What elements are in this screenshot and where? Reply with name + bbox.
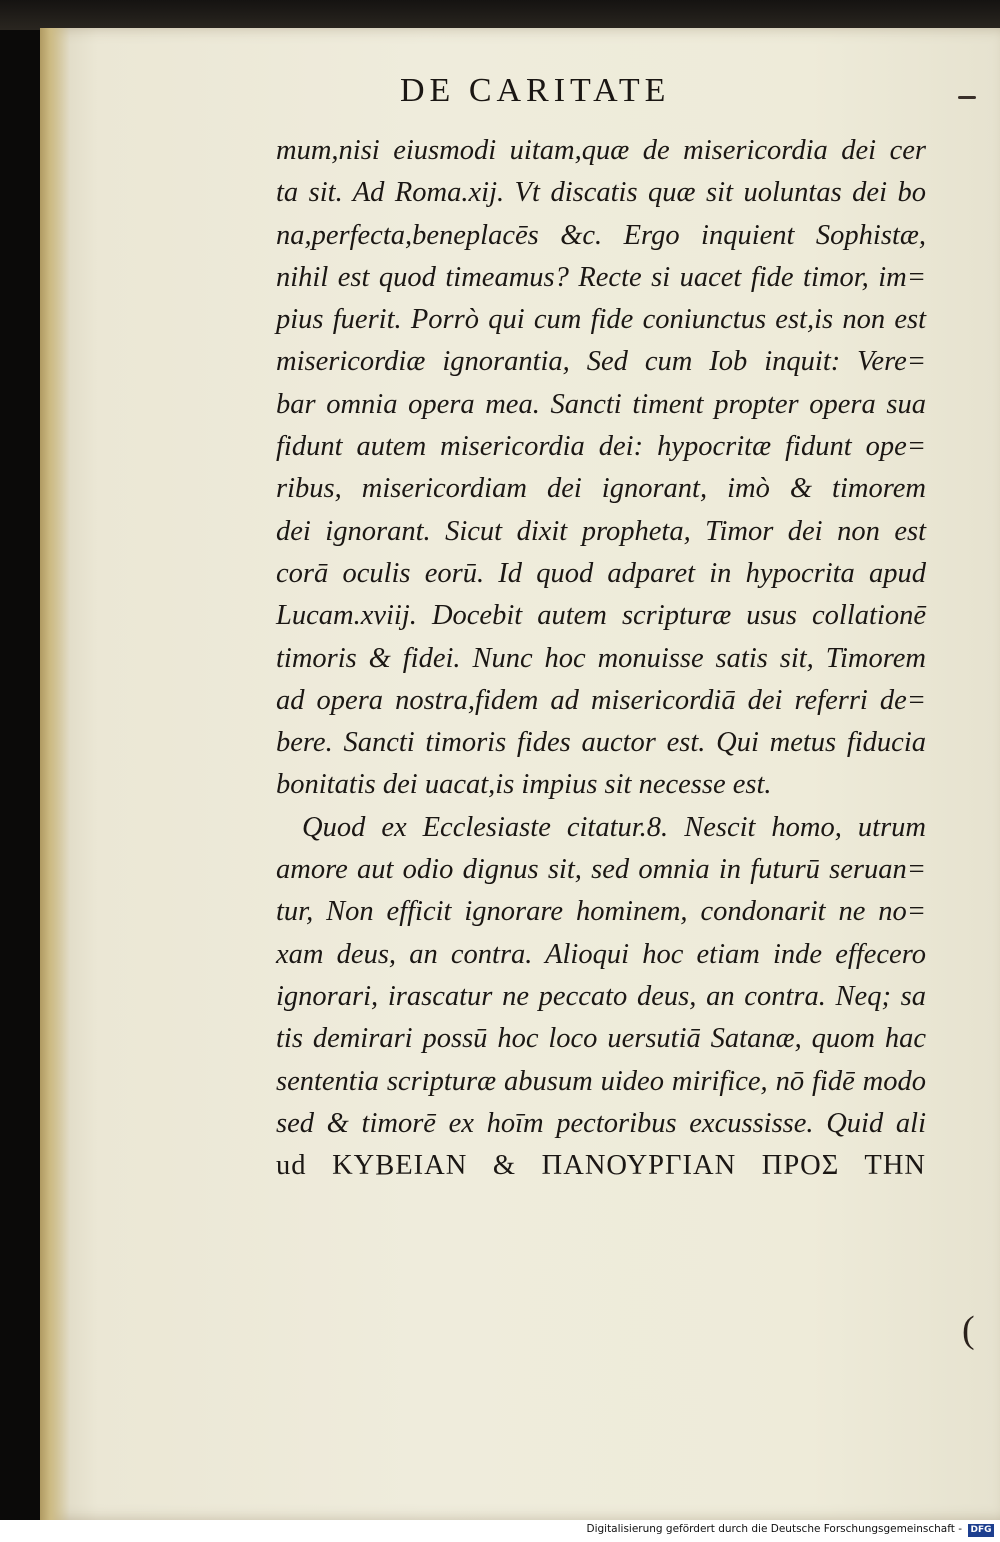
- text-line: xam deus, an contra. Alioqui hoc etiam inde effecero: [276, 938, 926, 970]
- text-line: ad opera nostra,fidem ad misericordiā dei referri de=: [276, 684, 926, 716]
- text-line: tur, Non efficit ignorare hominem, condonarit ne no=: [276, 896, 926, 928]
- text-line: timoris & fidei. Nunc hoc monuisse satis sit, Timorem: [276, 642, 926, 674]
- paragraph-start-line: Quod ex Ecclesiaste citatur.8. Nescit homo, utrum: [302, 811, 926, 843]
- edge-bracket-glyph: (: [962, 1309, 975, 1351]
- body-text: [276, 130, 926, 1187]
- text-line: amore aut odio dignus sit, sed omnia in futurū seruan=: [276, 854, 926, 886]
- text-line: ribus, misericordiam dei ignorant, imò & timorem: [276, 473, 926, 505]
- text-line: sed & timorē ex hoīm pectoribus excussisse. Quid ali: [276, 1107, 926, 1139]
- scan-background: [0, 0, 1000, 30]
- text-line: Lucam.xviij. Docebit autem scripturæ usus collationē: [276, 600, 926, 632]
- text-line: mum,nisi eiusmodi uitam,quæ de misericordia dei cer: [276, 135, 926, 166]
- text-line: fidunt autem misericordia dei: hypocritæ fidunt ope=: [276, 431, 926, 463]
- text-line: dei ignorant. Sicut dixit propheta, Timor dei non est: [276, 515, 926, 547]
- running-head: DE CARITATE: [400, 72, 671, 109]
- footer-bar: [0, 1520, 1000, 1542]
- dfg-logo: DFG: [968, 1524, 994, 1537]
- text-line: misericordiæ ignorantia, Sed cum Iob inquit: Vere=: [276, 346, 926, 378]
- text-line: bonitatis dei uacat,is impius sit necesse est.: [276, 769, 772, 801]
- text-line: na,perfecta,beneplacēs &c. Ergo inquient Sophistæ,: [276, 219, 926, 251]
- text-line: pius fuerit. Porrò qui cum fide coniunctus est,is non est: [276, 304, 926, 336]
- text-line: bere. Sancti timoris fides auctor est. Qui metus fiducia: [276, 727, 926, 759]
- funding-credit: Digitalisierung gefördert durch die Deutsche Forschungsgemeinschaft -: [586, 1523, 962, 1535]
- text-line: ignorari, irascatur ne peccato deus, an contra. Neq; sa: [276, 980, 926, 1012]
- text-line: bar omnia opera mea. Sancti timent propter opera sua: [276, 388, 926, 420]
- text-line: tis demirari possū hoc loco uersutiā Satanæ, quom hac: [276, 1023, 926, 1055]
- text-line: ta sit. Ad Roma.xij. Vt discatis quæ sit uoluntas dei bo: [276, 177, 926, 209]
- ink-mark: [958, 96, 976, 99]
- text-line: sententia scripturæ abusum uideo mirifice, nō fidē modo: [276, 1065, 926, 1097]
- text-line: corā oculis eorū. Id quod adparet in hypocrita apud: [276, 557, 926, 589]
- greek-text-line: ud ΚΥΒΕΙΑΝ & ΠΑΝΟΥΡΓΙΑΝ ΠΡΟΣ ΤΗΝ: [276, 1150, 926, 1182]
- text-line: nihil est quod timeamus? Recte si uacet fide timor, im=: [276, 261, 926, 293]
